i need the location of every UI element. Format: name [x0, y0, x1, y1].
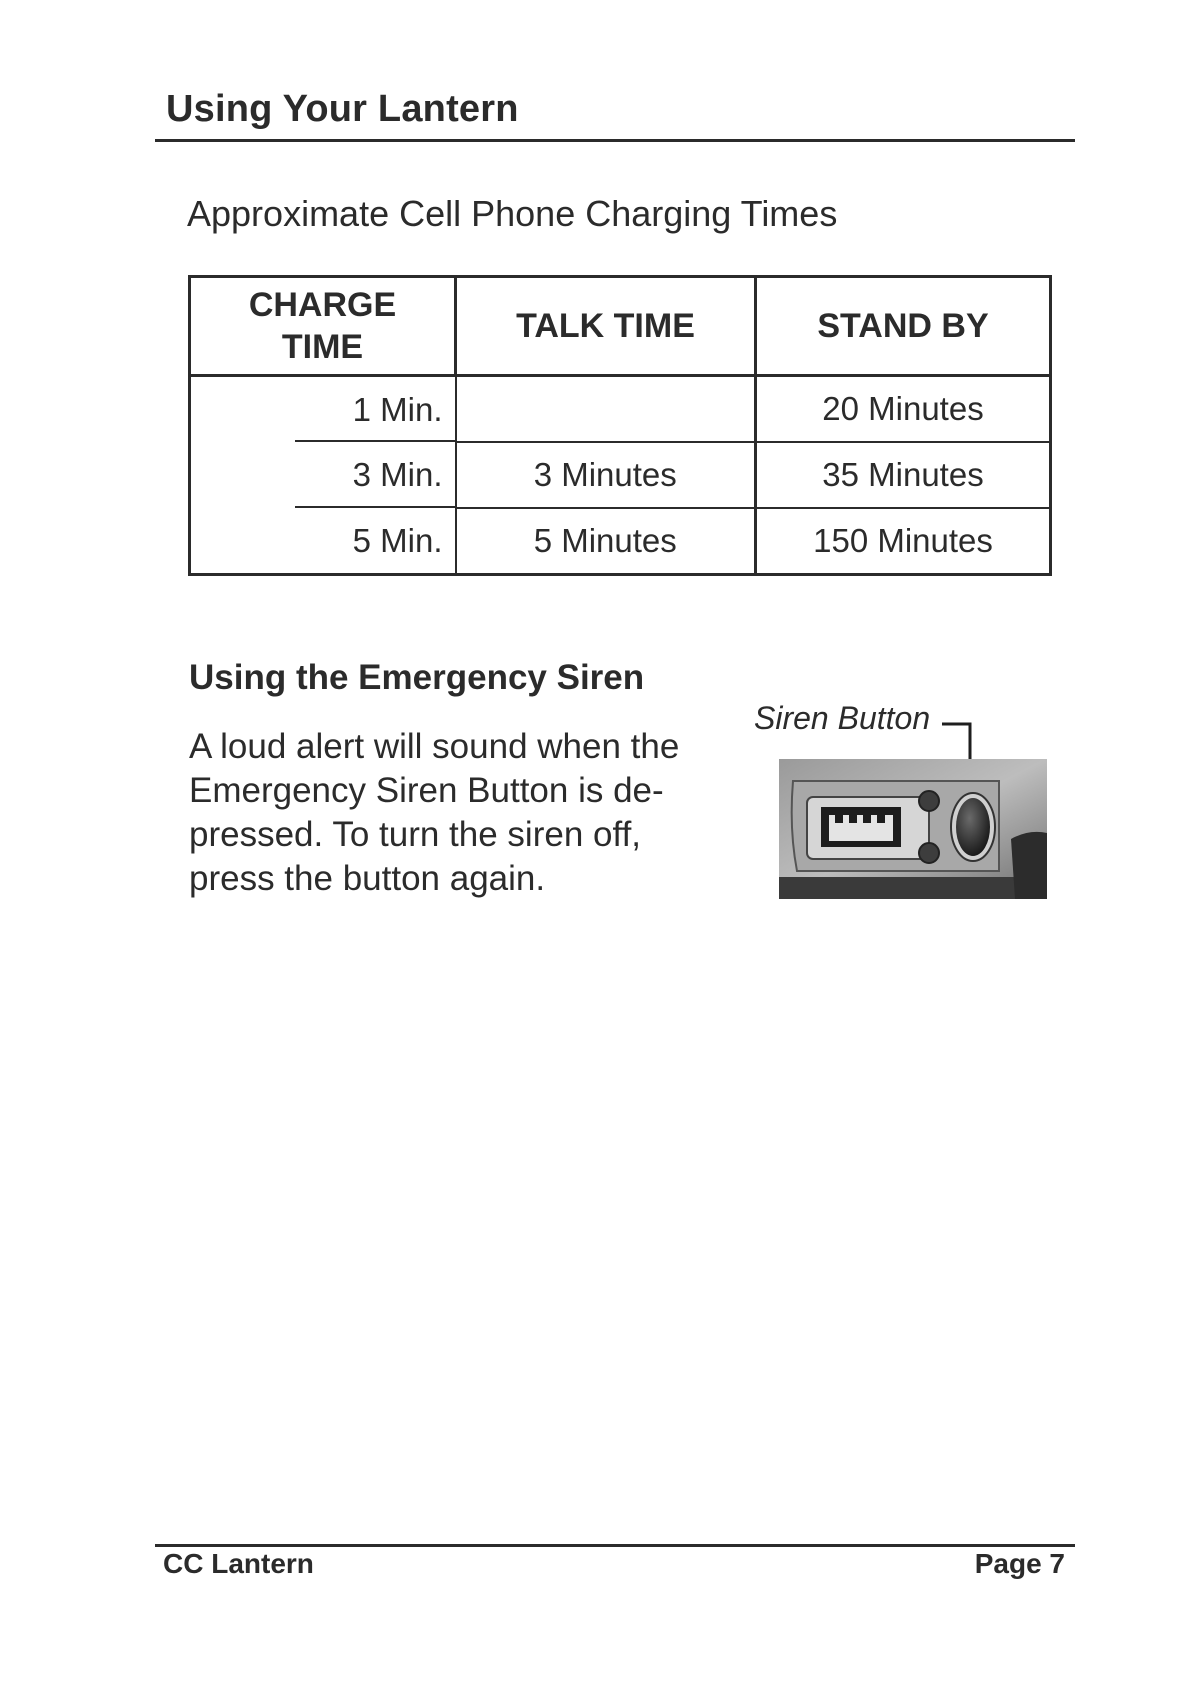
section-title: Using Your Lantern [166, 88, 519, 130]
table-header-row [190, 277, 1051, 376]
footer-product-name: CC Lantern [163, 1548, 314, 1579]
talk-time-cell: 5 Minutes [456, 508, 756, 575]
column-header-charge-time: CHARGE TIME [190, 277, 456, 376]
charge-time-cell: 3 Min. [190, 442, 456, 508]
talk-time-cell: 3 Minutes [456, 442, 756, 508]
column-header-stand-by: STAND BY [756, 277, 1051, 376]
charging-times-table [188, 275, 1052, 576]
table-title: Approximate Cell Phone Charging Times [187, 193, 838, 234]
table-row [190, 442, 1051, 508]
table-row [190, 508, 1051, 575]
siren-description: A loud alert will sound when the Emergency Siren Button is de-pressed. To turn the siren off, press the button again. [189, 727, 680, 898]
stand-by-cell: 35 Minutes [756, 442, 1051, 508]
siren-button-callout: Siren Button [754, 700, 931, 736]
talk-time-cell [456, 376, 756, 443]
table-row [190, 376, 1051, 443]
siren-heading: Using the Emergency Siren [189, 658, 645, 697]
lantern-siren-button-photo [779, 759, 1047, 899]
page-number: Page 7 [974, 1548, 1065, 1579]
header-rule [155, 139, 1075, 142]
charge-time-cell: 5 Min. [190, 508, 456, 575]
column-header-talk-time: TALK TIME [456, 277, 756, 376]
stand-by-cell: 20 Minutes [756, 376, 1051, 443]
stand-by-cell: 150 Minutes [756, 508, 1051, 575]
charge-time-cell: 1 Min. [190, 376, 456, 443]
footer-rule [155, 1544, 1075, 1547]
